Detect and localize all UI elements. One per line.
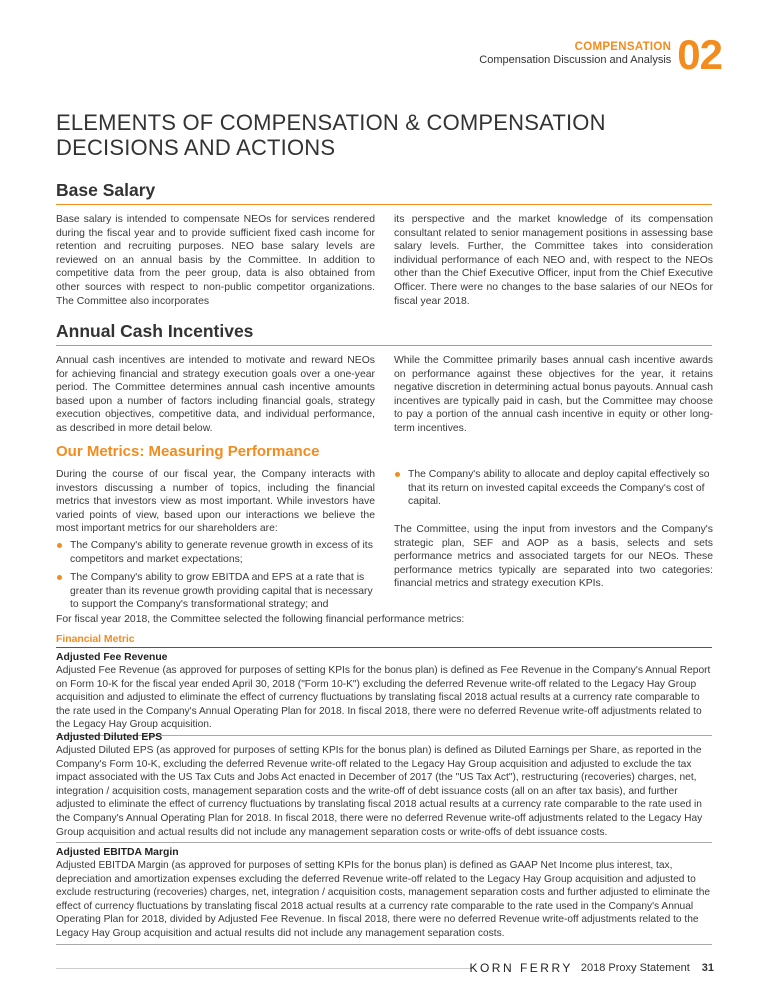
base-salary-left-text: Base salary is intended to compensate NEOs for services rendered during the fiscal year and to provide sufficient fixed cash income for retention and recruiting purposes. NEO base salary levels are reviewed on an annual basis by the Committee. In addition to competitive data from the peer group, data is also obtained from other sources with respect to non-public competitor organizations. The Committee also incorporates bbox=[56, 214, 375, 307]
metrics-right-bullets bbox=[394, 468, 713, 514]
page-footer bbox=[469, 961, 714, 975]
subsection-label: Compensation Discussion and Analysis bbox=[479, 54, 672, 66]
metrics-intro-text: During the course of our fiscal year, the Company interacts with investors discussing a number of topics, including the financial metrics that investors view as most important. While investors have varied points of view, based upon our interactions we believe the most important metrics for our shareholders are: bbox=[56, 469, 375, 535]
annual-cash-right-text: While the Committee primarily bases annual cash incentive awards on performance against these objectives for the year, it retains negative discretion in determining actual bonus payouts. Annual cash incentives are typically paid in cash, but the Committee may choose to pay a portion of the annual cash incentive in equity or other long-term incentives. bbox=[394, 355, 713, 434]
page-number: 31 bbox=[701, 962, 714, 974]
page-title: ELEMENTS OF COMPENSATION & COMPENSATION DECISIONS AND ACTIONS bbox=[56, 110, 606, 160]
base-salary-right-text: its perspective and the market knowledge of its compensation consultant related to senior management positions in assessing base salary levels. Further, the Committee takes into consideration individual performance of each NEO and, with respect to the NEOs other than the Chief Executive Officer, input from the Chief Executive Officer. There were no changes to the base salaries of our NEOs for fiscal year 2018. bbox=[394, 214, 713, 307]
footer-divider bbox=[56, 968, 474, 969]
annual-cash-heading: Annual Cash Incentives bbox=[56, 321, 712, 346]
table-row bbox=[56, 731, 712, 843]
base-salary-heading: Base Salary bbox=[56, 180, 712, 205]
metrics-right-text: The Committee, using the input from investors and the Company's strategic plan, SEF and AOP as a basis, selects and sets performance metrics and associated targets for our NEOs. These performance metrics typically are separated into two categories: financial metrics and strategy execution KPIs. bbox=[394, 524, 713, 590]
table-row bbox=[56, 846, 712, 945]
metrics-left-bullets bbox=[56, 539, 375, 617]
header-text bbox=[479, 34, 671, 67]
fiscal-year-line: For fiscal year 2018, the Committee selected the following financial performance metrics: bbox=[56, 614, 465, 625]
brand-logo: KORN FERRY bbox=[469, 961, 573, 975]
table-row bbox=[56, 651, 712, 736]
metric-title: Adjusted Diluted EPS bbox=[56, 732, 163, 743]
bullet-item: The Company's ability to generate revenue growth in excess of its competitors and market expectations; bbox=[56, 539, 375, 566]
section-label: COMPENSATION bbox=[574, 41, 672, 53]
section-number: 02 bbox=[677, 31, 722, 78]
document-name: 2018 Proxy Statement bbox=[580, 962, 690, 974]
metric-description: Adjusted Fee Revenue (as approved for purposes of setting KPIs for the bonus plan) is defined as Fee Revenue in the Company's Annual Report on Form 10-K for the fiscal year ended April 30, 2018 ("Form 10-K") excluding the deferred Revenue write-off related to the Legacy Hay Group acquisition and adjusted to eliminate the effect of currency fluctuations by translating fiscal 2018 actual results at a currency rate comparable to the rate used in the Company's Annual Operating Plan for 2018. In fiscal 2018, there were no deferred Revenue write-off adjustments related to the Legacy Hay Group acquisition. bbox=[56, 665, 711, 731]
bullet-item: The Company's ability to grow EBITDA and EPS at a rate that is greater than its revenue growth providing capital that is necessary to support the Company's transformational strategy; and bbox=[56, 571, 375, 612]
metric-title: Adjusted EBITDA Margin bbox=[56, 847, 179, 858]
metric-title: Adjusted Fee Revenue bbox=[56, 652, 168, 663]
bullet-item: The Company's ability to allocate and deploy capital effectively so that its return on invested capital exceeds the Company's cost of capital. bbox=[394, 468, 713, 509]
page-header bbox=[479, 31, 722, 78]
metric-description: Adjusted Diluted EPS (as approved for purposes of setting KPIs for the bonus plan) is defined as Diluted Earnings per Share, as reported in the Company's Form 10-K, excluding the deferred Revenue write-off related to the Legacy Hay Group acquisition and adjusted to exclude the tax impact associated with the US Tax Cuts and Jobs Act enacted in December of 2017 (the "US Tax Act"), restructuring (recoveries) charges, net, integration / acquisition costs, management separation costs and the write-off of debt issuance costs (all on an after tax basis), and further adjusted to eliminate the effect of currency fluctuations by translating fiscal 2018 actual results at a currency rate comparable to the rate used in the Company's Annual Operating Plan for 2018. In fiscal 2018, there were no deferred Revenue write-off adjustments related to the Legacy Hay Group acquisition and actual results did not include any management separation costs or write-offs of debt issuance costs. bbox=[56, 745, 703, 838]
metric-description: Adjusted EBITDA Margin (as approved for purposes of setting KPIs for the bonus plan) is defined as GAAP Net Income plus interest, tax, depreciation and amortization expenses excluding the deferred Revenue write-off related to the Legacy Hay Group acquisition and adjusted to exclude restructuring (recoveries) charges, net, integration / acquisition costs, management separation costs and further adjusted to eliminate the effect of currency fluctuations by translating fiscal 2018 actual results at a currency rate comparable to the rate used in the Company's Annual Operating Plan for 2018, divided by Adjusted Fee Revenue. In fiscal 2018, there were no deferred Revenue write-off adjustments related to the Legacy Hay Group acquisition and actual results did not include any management separation costs. bbox=[56, 860, 711, 939]
financial-metric-header: Financial Metric bbox=[56, 634, 712, 648]
annual-cash-left-text: Annual cash incentives are intended to motivate and reward NEOs for achieving financial and strategy execution goals over a one-year period. The Committee determines annual cash incentive amounts based upon a number of factors including financial goals, strategy execution objectives, competitive data, and individual performance, as described in more detail below. bbox=[56, 355, 375, 434]
metrics-heading: Our Metrics: Measuring Performance bbox=[56, 443, 320, 460]
